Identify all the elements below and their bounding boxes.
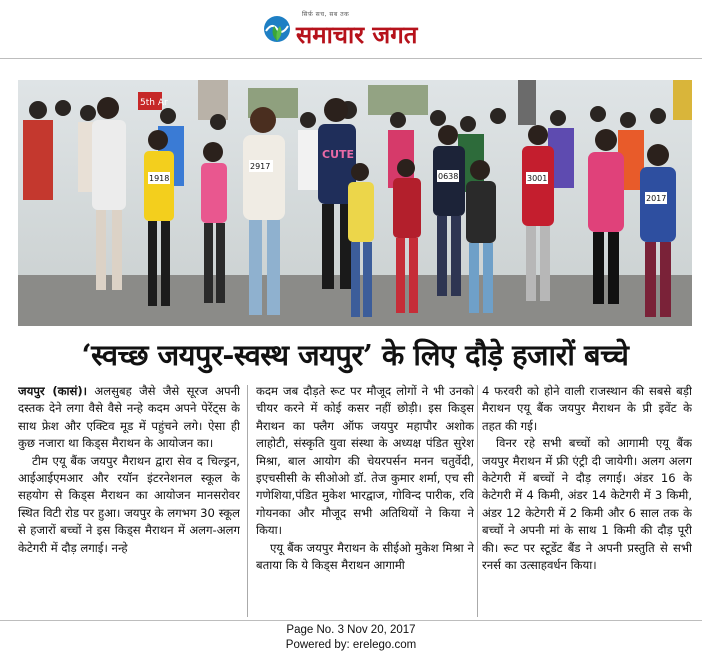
article-headline: ‘स्वच्छ जयपुर-स्वस्थ जयपुर’ के लिए दौड़े हजारों बच्चे [81,337,629,372]
paragraph [18,383,240,453]
shirt-text: CUTE [322,148,355,161]
banner-text: 5th Ar [140,98,168,108]
column-divider [247,385,248,617]
newspaper-logo [262,8,442,50]
page-info: Page No. 3 Nov 20, 2017 [286,624,416,636]
crowd-photo-illustration [18,80,692,326]
paragraph: विनर रहे सभी बच्चों को आगामी एयू बैंक जयपुर मैराथन में फ्री एंट्री दी जायेगी। अलग अलग केटेगरी में बच्चों ने दौड़ लगाई। अंडर 16 के केटेगरी में 4 किमी, अंडर 14 केटेगरी में 3 किमी, अंडर 12 केटेगरी में 2 किमी और 6 साल तक के बच्चों ने अपनी मां के साथ 1 किमी की दौड़ पूरी की। रूट पर स्टूडेंट बैंड ने अपनी प्रस्तुति से सभी रनर्स का उत्साहवर्धन किया। [482,436,692,573]
masthead [0,0,702,59]
news-photo [18,80,692,326]
powered-by: Powered by: erelego.com [285,639,417,651]
bib-number: 3001 [527,174,548,183]
bib-number: 0638 [438,172,459,181]
article-column-3 [482,383,692,618]
paragraph: 4 फरवरी को होने वाली राजस्थान की सबसे बड़ी मैराथन एयू बैंक जयपुर मैराथन के प्री इवेंट के तहत की गई। [482,384,692,433]
article-column-2 [256,383,474,618]
paragraph: टीम एयू बैंक जयपुर मैराथन द्वारा सेव द चिल्ड्रन, आईआईएमआर और रयॉन इंटरनेशनल स्कूल के सहयोग से किड्स मैराथन का आयोजन मानसरोवर स्थित विटी रोड पर हुआ। जयपुर के लगभग 30 स्कूल से हजारों बच्चों ने इस किड्स मैराथन में अलग-अलग केटेगरी में दौड़ लगाई। नन्हे [18,453,240,555]
dateline: जयपुर (कासं)। [18,384,88,398]
bib-number: 2017 [646,194,667,203]
paragraph: कदम जब दौड़ते रूट पर मौजूद लोगों ने भी उनको चीयर करने में कोई कसर नहीं छोड़ी। इस किड्स मैराथन का फ्लैग ऑफ जयपुर महापौर अशोक लाहोटी, संस्कृति युवा संस्था के अध्यक्ष पंडित सुरेश मिश्रा, बाल आयोग की चेयरपर्सन मनन चतुर्वेदी, इएचसीसी के सीओओ डॉ. तेज कुमार शर्मा, एच सी गणेशिया,पंडित मुकेश भारद्वाज, गोविन्द पारीक, रवि गोयनका और मौजूद सभी अतिथियों ने किया ने किया। [256,384,474,538]
globe-leaf-icon [262,14,292,44]
paragraph: एयू बैंक जयपुर मैराथन के सीईओ मुकेश मिश्रा ने बताया कि ये किड्स मैराथन आगामी [256,540,474,573]
bib-number: 2917 [250,162,271,171]
page-footer [0,620,702,660]
article-body [18,383,692,618]
paragraph-text: अलसुबह जैसे जैसे सूरज अपनी दस्तक देने लगा वैसे वैसे नन्हे कदम अपने पेरेंट्स के साथ फ्रेश और एक्टिव मूड में पहुंचने लगे। ऐसा ही कुछ नजारा था किड्स मैराथन के आयोजन का। [18,384,240,451]
newspaper-name: समाचार जगत [296,20,418,49]
masthead-tagline: सिर्फ़ सच, सब तक [302,11,350,18]
article-column-1 [18,383,240,618]
column-divider [477,385,478,617]
bib-number: 1918 [149,174,170,183]
